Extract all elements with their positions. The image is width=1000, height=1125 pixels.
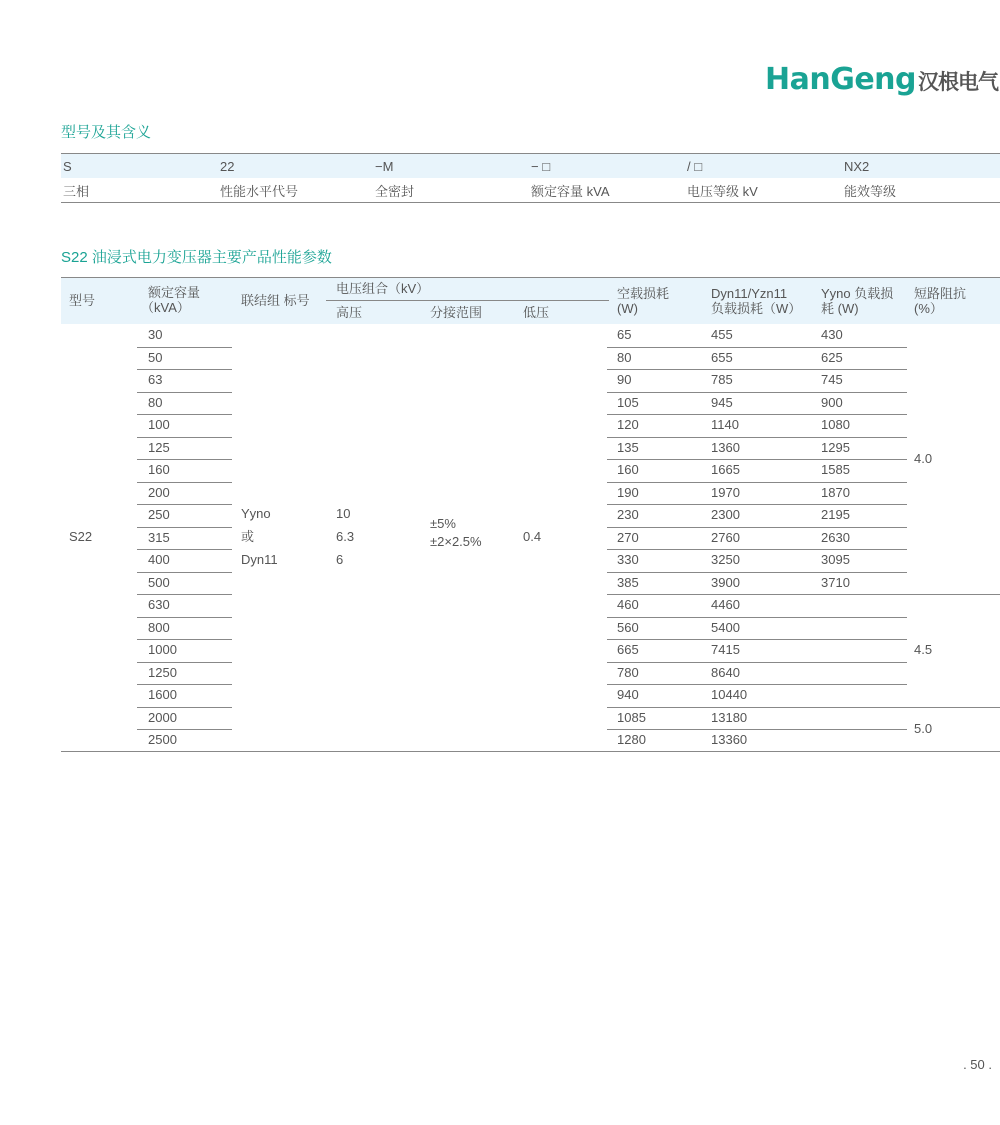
capacity-cell: 125 bbox=[148, 439, 170, 455]
row-divider bbox=[607, 639, 907, 640]
header-connection: 联结组 标号 bbox=[241, 293, 310, 308]
code-cell: 22 bbox=[220, 158, 235, 174]
capacity-cell: 630 bbox=[148, 597, 170, 612]
lv-cell: 0.4 bbox=[523, 529, 542, 544]
code-cell: S bbox=[63, 158, 72, 174]
noload-loss-cell: 460 bbox=[617, 597, 639, 612]
dyn-load-loss-cell: 8640 bbox=[711, 664, 740, 680]
capacity-cell: 1600 bbox=[148, 687, 177, 702]
yyno-load-loss-cell: 3710 bbox=[821, 574, 850, 590]
logo-text-cn: 汉根电气 bbox=[918, 70, 998, 94]
row-divider bbox=[607, 392, 907, 393]
section-title-model-meaning: 型号及其含义 bbox=[61, 124, 152, 141]
section-title-performance: S22 油浸式电力变压器主要产品性能参数 bbox=[61, 249, 332, 266]
capacity-cell: 80 bbox=[148, 394, 163, 410]
row-divider bbox=[607, 369, 907, 370]
meaning-cell: 三相 bbox=[63, 183, 90, 199]
capacity-cell: 200 bbox=[148, 484, 170, 500]
yyno-load-loss-cell: 745 bbox=[821, 372, 843, 387]
dyn-load-loss-cell: 4460 bbox=[711, 597, 740, 612]
capacity-cell: 30 bbox=[148, 327, 163, 342]
connection-line1: Yyno bbox=[241, 506, 271, 521]
row-divider bbox=[607, 729, 907, 730]
capacity-cell: 500 bbox=[148, 574, 170, 590]
header-yyno-line2: 耗 (W) bbox=[821, 301, 859, 316]
noload-loss-cell: 330 bbox=[617, 552, 639, 567]
brand-logo bbox=[765, 62, 998, 97]
model-meaning-table bbox=[61, 153, 1000, 203]
row-divider bbox=[607, 617, 907, 618]
noload-loss-cell: 135 bbox=[617, 439, 639, 455]
impedance-divider bbox=[907, 707, 1000, 708]
meaning-cell: 能效等级 bbox=[844, 183, 897, 199]
noload-loss-cell: 1085 bbox=[617, 709, 646, 725]
row-divider bbox=[607, 414, 907, 415]
header-dyn-line1: Dyn11/Yzn11 bbox=[711, 286, 788, 301]
capacity-cell: 800 bbox=[148, 619, 170, 635]
noload-loss-cell: 105 bbox=[617, 394, 639, 410]
header-dyn-line2: 负载损耗（W） bbox=[711, 301, 802, 316]
code-cell: NX2 bbox=[844, 158, 870, 174]
page-number: . 50 . bbox=[963, 1057, 992, 1072]
yyno-load-loss-cell: 1585 bbox=[821, 462, 850, 477]
noload-loss-cell: 940 bbox=[617, 687, 639, 702]
dyn-load-loss-cell: 7415 bbox=[711, 642, 740, 657]
row-divider bbox=[607, 347, 907, 348]
dyn-load-loss-cell: 2760 bbox=[711, 529, 740, 545]
row-divider bbox=[607, 527, 907, 528]
header-divider bbox=[326, 300, 609, 301]
yyno-load-loss-cell: 1295 bbox=[821, 439, 850, 455]
row-divider bbox=[607, 459, 907, 460]
tap-line2: ±2×2.5% bbox=[430, 534, 482, 549]
noload-loss-cell: 160 bbox=[617, 462, 639, 477]
dyn-load-loss-cell: 655 bbox=[711, 349, 733, 365]
header-voltage-group: 电压组合（kV） bbox=[336, 281, 430, 296]
yyno-load-loss-cell: 1080 bbox=[821, 417, 850, 432]
dyn-load-loss-cell: 5400 bbox=[711, 619, 740, 635]
yyno-load-loss-cell: 430 bbox=[821, 327, 843, 342]
impedance-divider bbox=[907, 594, 1000, 595]
tap-line1: ±5% bbox=[430, 516, 456, 531]
header-hv: 高压 bbox=[336, 305, 363, 320]
capacity-cell: 160 bbox=[148, 462, 170, 477]
dyn-load-loss-cell: 1665 bbox=[711, 462, 740, 477]
dyn-load-loss-cell: 13360 bbox=[711, 732, 748, 747]
meaning-cell: 电压等级 kV bbox=[687, 183, 758, 199]
noload-loss-cell: 665 bbox=[617, 642, 639, 657]
yyno-load-loss-cell: 2195 bbox=[821, 507, 850, 522]
table-body bbox=[61, 324, 1000, 752]
code-cell: − □ bbox=[531, 158, 551, 174]
noload-loss-cell: 385 bbox=[617, 574, 639, 590]
hv-line1: 10 bbox=[336, 506, 351, 521]
capacity-cell: 50 bbox=[148, 349, 163, 365]
meaning-cell: 全密封 bbox=[375, 183, 415, 199]
impedance-cell: 4.5 bbox=[914, 642, 933, 658]
noload-loss-cell: 120 bbox=[617, 417, 639, 432]
row-divider bbox=[607, 594, 907, 595]
hv-line2: 6.3 bbox=[336, 529, 355, 544]
header-noload-line2: (W) bbox=[617, 301, 638, 316]
dyn-load-loss-cell: 3250 bbox=[711, 552, 740, 567]
capacity-cell: 250 bbox=[148, 507, 170, 522]
noload-loss-cell: 560 bbox=[617, 619, 639, 635]
row-divider bbox=[607, 684, 907, 685]
header-noload-line1: 空载损耗 bbox=[617, 286, 670, 301]
dyn-load-loss-cell: 1140 bbox=[711, 417, 739, 432]
row-divider bbox=[607, 662, 907, 663]
dyn-load-loss-cell: 1970 bbox=[711, 484, 740, 500]
noload-loss-cell: 90 bbox=[617, 372, 632, 387]
dyn-load-loss-cell: 3900 bbox=[711, 574, 740, 590]
noload-loss-cell: 270 bbox=[617, 529, 639, 545]
meaning-cell: 性能水平代号 bbox=[220, 183, 299, 199]
row-divider bbox=[607, 549, 907, 550]
code-cell: / □ bbox=[687, 158, 703, 174]
noload-loss-cell: 230 bbox=[617, 507, 639, 522]
header-tap: 分接范围 bbox=[430, 305, 483, 320]
header-capacity-line1: 额定容量 bbox=[148, 285, 201, 300]
yyno-load-loss-cell: 625 bbox=[821, 349, 843, 365]
noload-loss-cell: 65 bbox=[617, 327, 632, 342]
logo-text-en: HanGeng bbox=[764, 62, 916, 97]
dyn-load-loss-cell: 10440 bbox=[711, 687, 748, 702]
yyno-load-loss-cell: 1870 bbox=[821, 484, 850, 500]
yyno-load-loss-cell: 2630 bbox=[821, 529, 850, 545]
row-divider bbox=[607, 437, 907, 438]
dyn-load-loss-cell: 2300 bbox=[711, 507, 740, 522]
noload-loss-cell: 80 bbox=[617, 349, 632, 365]
dyn-load-loss-cell: 945 bbox=[711, 394, 733, 410]
connection-line3: Dyn11 bbox=[241, 552, 278, 567]
capacity-cell: 400 bbox=[148, 552, 170, 567]
header-capacity-line2: （kVA） bbox=[141, 300, 190, 315]
header-model: 型号 bbox=[69, 293, 96, 308]
performance-table bbox=[61, 277, 1000, 752]
impedance-cell: 5.0 bbox=[914, 721, 933, 736]
table-header bbox=[61, 277, 1000, 324]
row-divider bbox=[607, 572, 907, 573]
capacity-cell: 2000 bbox=[148, 709, 177, 725]
code-cell: −M bbox=[375, 158, 394, 174]
model-meaning-row bbox=[61, 178, 1000, 202]
capacity-cell: 315 bbox=[148, 529, 170, 545]
dyn-load-loss-cell: 1360 bbox=[711, 439, 740, 455]
model-code-row bbox=[61, 154, 1000, 178]
dyn-load-loss-cell: 785 bbox=[711, 372, 733, 387]
row-divider bbox=[607, 482, 907, 483]
dyn-load-loss-cell: 455 bbox=[711, 327, 733, 342]
header-impedance-line2: (%） bbox=[914, 301, 943, 316]
row-divider bbox=[607, 504, 907, 505]
capacity-cell: 1000 bbox=[148, 642, 177, 657]
capacity-cell: 2500 bbox=[148, 732, 177, 747]
dyn-load-loss-cell: 13180 bbox=[711, 709, 748, 725]
impedance-cell: 4.0 bbox=[914, 451, 933, 466]
yyno-load-loss-cell: 900 bbox=[821, 394, 843, 410]
meaning-cell: 额定容量 kVA bbox=[531, 183, 610, 199]
header-impedance-line1: 短路阻抗 bbox=[914, 286, 967, 301]
capacity-cell: 63 bbox=[148, 372, 163, 387]
noload-loss-cell: 780 bbox=[617, 664, 639, 680]
hv-line3: 6 bbox=[336, 552, 344, 567]
model-cell: S22 bbox=[69, 529, 93, 544]
capacity-cell: 1250 bbox=[148, 664, 177, 680]
noload-loss-cell: 1280 bbox=[617, 732, 646, 747]
row-divider bbox=[607, 707, 907, 708]
yyno-load-loss-cell: 3095 bbox=[821, 552, 850, 567]
header-yyno-line1: Yyno 负载损 bbox=[821, 286, 894, 301]
noload-loss-cell: 190 bbox=[617, 484, 639, 500]
header-lv: 低压 bbox=[523, 305, 550, 320]
capacity-cell: 100 bbox=[148, 417, 170, 432]
connection-line2: 或 bbox=[241, 529, 255, 544]
